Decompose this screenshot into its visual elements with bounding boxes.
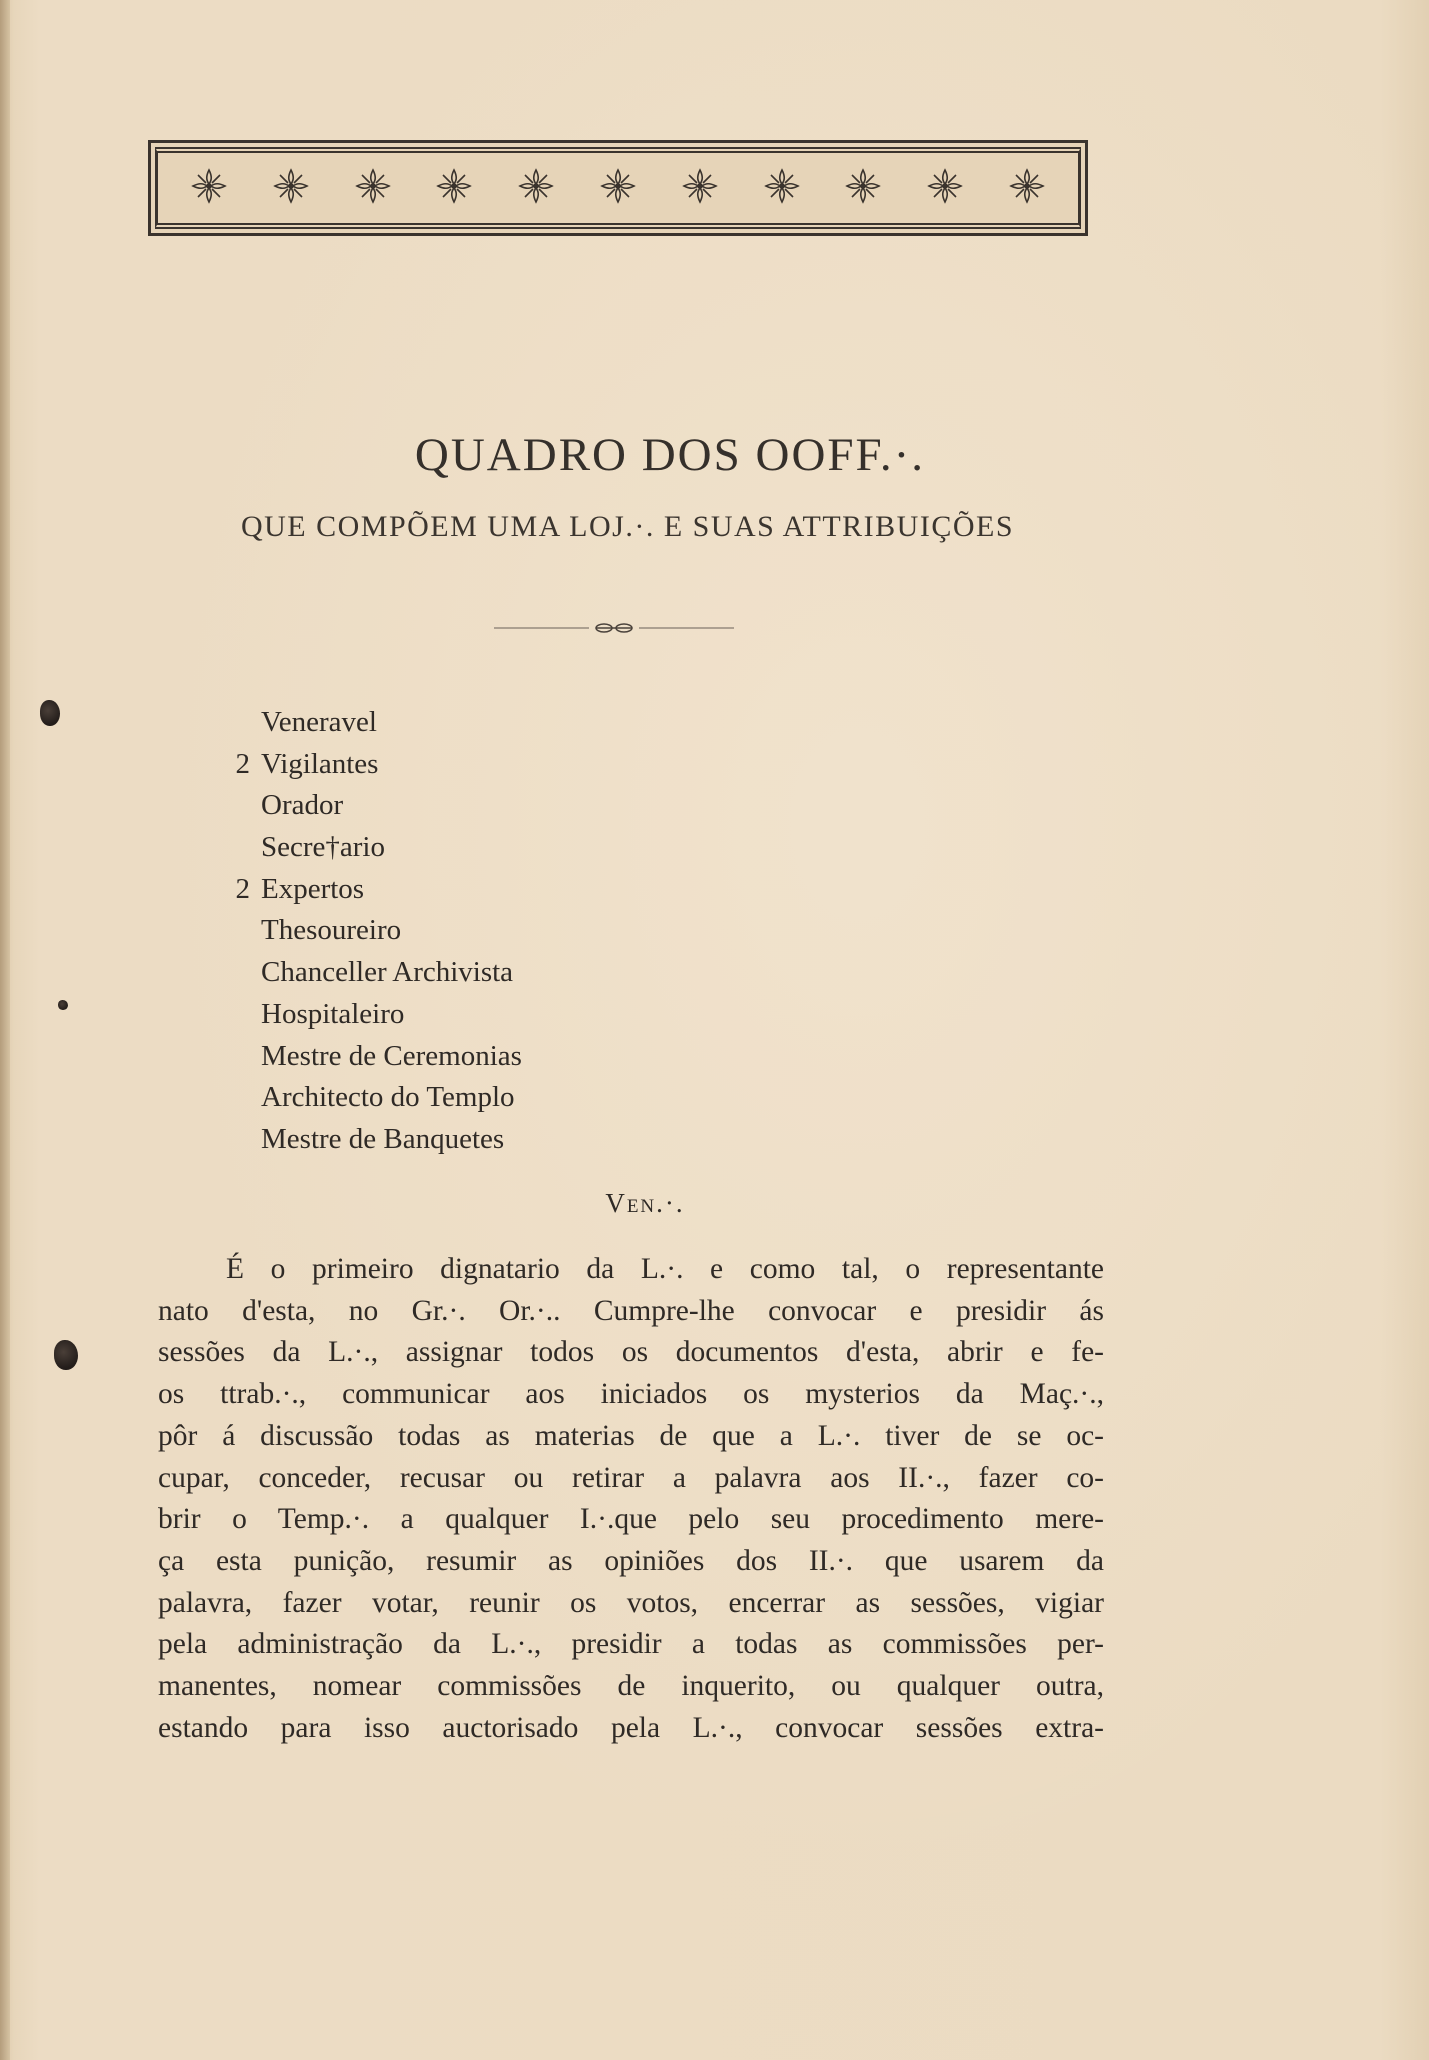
section-body [158, 1249, 1104, 1749]
officer-title: Orador [261, 789, 344, 822]
officer-count: 2 [235, 872, 250, 905]
flower-ornament-icon [1005, 164, 1049, 213]
officer-list-item [205, 1077, 522, 1119]
officer-title: Mestre de Ceremonias [261, 1039, 522, 1072]
paragraph-line: nato d'esta, no Gr.·. Or.·.. Cumpre-lhe convocar e presidir ás [158, 1294, 1104, 1327]
officer-title: Hospitaleiro [261, 997, 405, 1030]
flower-ornament-icon [269, 164, 313, 213]
paper-damage-hole [58, 1000, 68, 1010]
officer-list-item [205, 869, 522, 911]
officer-count [205, 1077, 261, 1119]
officer-count [205, 1036, 261, 1078]
officer-title: Vigilantes [261, 747, 379, 780]
flower-ornament-icon [514, 164, 558, 213]
paragraph-line: ça esta punição, resumir as opiniões dos II.·. que usarem da [158, 1544, 1104, 1577]
flower-ornament-icon [678, 164, 722, 213]
officer-list-item [205, 952, 522, 994]
paragraph-line: brir o Temp.·. a qualquer I.·.que pelo seu procedimento mere- [158, 1503, 1104, 1536]
flower-ornament-icon [432, 164, 476, 213]
page-title: QUADRO DOS OOFF.·. [414, 429, 926, 481]
officer-title: Chanceller Archivista [261, 956, 514, 989]
paragraph-line: palavra, fazer votar, reunir os votos, encerrar as sessões, vigiar [158, 1586, 1104, 1619]
officer-list-item [205, 827, 522, 869]
officers-list [205, 702, 522, 1161]
officer-count [205, 827, 261, 869]
paragraph-line: manentes, nomear commissões de inquerito, ou qualquer outra, [158, 1670, 1104, 1703]
paragraph-line: pôr á discussão todas as materias de que a L.·. tiver de se oc- [158, 1419, 1104, 1452]
officer-count [205, 994, 261, 1036]
page-subtitle: QUE COMPÕEM UMA LOJ.·. E SUAS ATTRIBUIÇÕES [240, 510, 1015, 543]
page-edge [0, 0, 10, 2060]
ornament-row [155, 147, 1081, 229]
officer-count [205, 702, 261, 744]
officer-count [205, 910, 261, 952]
officer-list-item [205, 785, 522, 827]
officer-title: Expertos [261, 872, 365, 905]
officer-list-item [205, 1119, 522, 1161]
section-heading: Ven.·. [605, 1188, 685, 1218]
paper-damage-hole [54, 1340, 78, 1370]
officer-title: Secre†ario [261, 831, 385, 864]
paragraph-line: pela administração da L.·., presidir a todas as commissões per- [158, 1628, 1104, 1661]
flower-ornament-icon [596, 164, 640, 213]
flower-ornament-icon [760, 164, 804, 213]
divider-ornament [494, 618, 734, 638]
paragraph-line: estando para isso auctorisado pela L.·., convocar sessões extra- [158, 1711, 1104, 1744]
officer-count [205, 952, 261, 994]
paragraph-line: É o primeiro dignatario da L.·. e como tal, o representante [226, 1253, 1104, 1285]
flower-ornament-icon [841, 164, 885, 213]
officer-count [205, 785, 261, 827]
paragraph-line: sessões da L.·., assignar todos os documentos d'esta, abrir e fe- [158, 1336, 1104, 1369]
flower-ornament-icon [187, 164, 231, 213]
officer-list-item [205, 910, 522, 952]
officer-list-item [205, 744, 522, 786]
officer-list-item [205, 994, 522, 1036]
officer-count [205, 1119, 261, 1161]
flower-ornament-icon [351, 164, 395, 213]
officer-title: Veneravel [261, 706, 377, 738]
officer-list-item [205, 1036, 522, 1078]
officer-title: Thesoureiro [261, 914, 402, 947]
officer-count: 2 [235, 747, 250, 780]
paragraph-line: os ttrab.·., communicar aos iniciados os mysterios da Maç.·., [158, 1378, 1104, 1411]
officer-title: Architecto do Templo [261, 1081, 515, 1114]
flower-ornament-icon [923, 164, 967, 213]
ornamental-header-band [148, 140, 1088, 236]
officer-list-item [205, 702, 522, 744]
paper-damage-hole [40, 700, 60, 726]
paragraph-line: cupar, conceder, recusar ou retirar a palavra aos II.·., fazer co- [158, 1461, 1104, 1494]
officer-title: Mestre de Banquetes [261, 1122, 505, 1155]
